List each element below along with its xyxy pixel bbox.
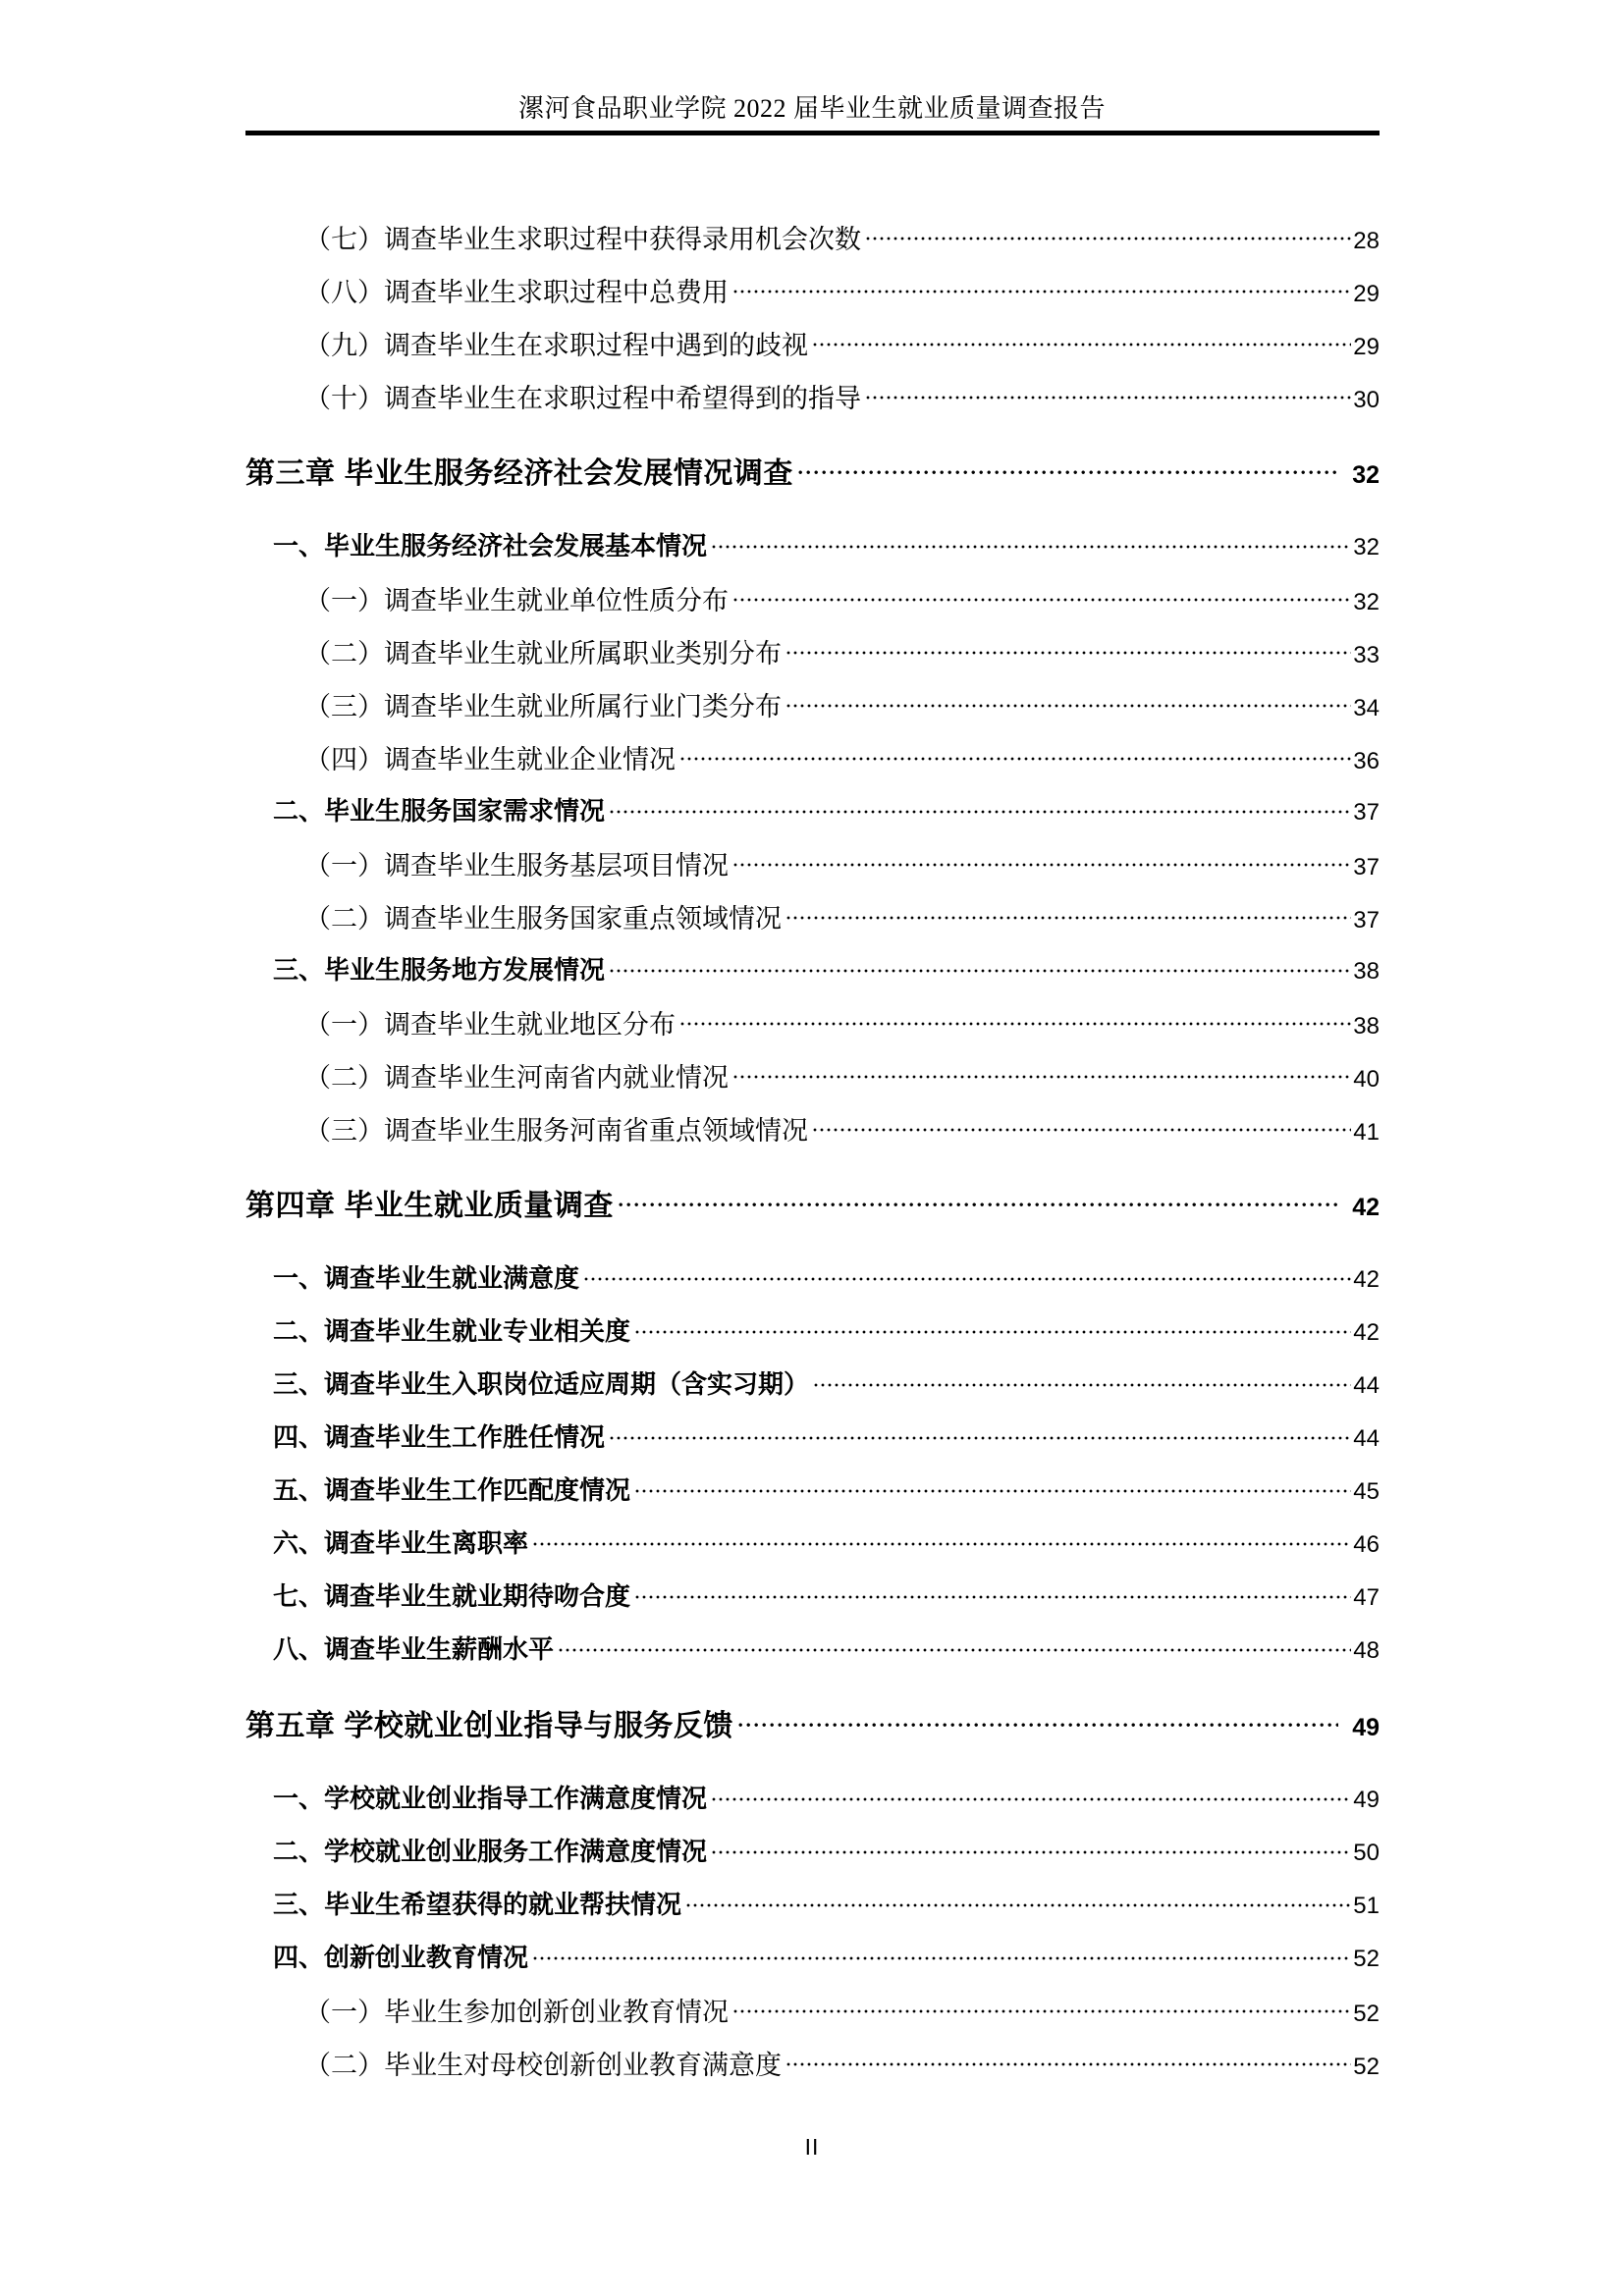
toc-entry-label: （二）调查毕业生服务国家重点领域情况 bbox=[304, 904, 782, 934]
toc-entry[interactable] bbox=[245, 365, 1380, 418]
dot-leader bbox=[813, 1128, 1351, 1132]
toc-entry[interactable] bbox=[245, 1692, 1380, 1745]
toc-entry-page: 41 bbox=[1353, 1119, 1380, 1146]
toc-entry[interactable] bbox=[245, 567, 1380, 620]
dot-leader bbox=[712, 1797, 1351, 1801]
toc-entry-label: （一）毕业生参加创新创业教育情况 bbox=[304, 1998, 729, 2027]
toc-entry[interactable] bbox=[245, 1618, 1380, 1671]
toc-entry-label: （二）调查毕业生就业所属职业类别分布 bbox=[304, 639, 782, 668]
toc-entry-label: 四、创新创业教育情况 bbox=[273, 1943, 529, 1972]
toc-entry-label: （二）调查毕业生河南省内就业情况 bbox=[304, 1063, 729, 1093]
toc-entry-label: （一）调查毕业生就业单位性质分布 bbox=[304, 586, 729, 615]
toc-entry-label: （三）调查毕业生就业所属行业门类分布 bbox=[304, 692, 782, 721]
toc-entry[interactable] bbox=[245, 673, 1380, 726]
toc-entry-page: 32 bbox=[1353, 534, 1380, 561]
toc-entry[interactable] bbox=[245, 1767, 1380, 1820]
toc-entry-page: 49 bbox=[1352, 1714, 1380, 1741]
toc-entry[interactable] bbox=[245, 206, 1380, 259]
toc-entry-label: 六、调查毕业生离职率 bbox=[273, 1528, 529, 1558]
toc-entry-label: 第四章 毕业生就业质量调查 bbox=[245, 1190, 614, 1222]
dot-leader bbox=[533, 1542, 1351, 1546]
toc-entry-label: 第三章 毕业生服务经济社会发展情况调查 bbox=[245, 457, 793, 490]
toc-entry[interactable] bbox=[245, 1353, 1380, 1406]
dot-leader bbox=[786, 704, 1351, 708]
toc-entry-page: 42 bbox=[1352, 1194, 1380, 1221]
toc-entry-page: 51 bbox=[1353, 1893, 1380, 1919]
toc-entry-label: 七、调查毕业生就业期待吻合度 bbox=[273, 1581, 631, 1611]
toc-entry[interactable] bbox=[245, 991, 1380, 1044]
toc-entry-page: 38 bbox=[1353, 1013, 1380, 1040]
dot-leader bbox=[619, 1202, 1338, 1207]
toc-entry-page: 44 bbox=[1353, 1425, 1380, 1452]
dot-leader bbox=[813, 343, 1351, 347]
toc-entry-page: 45 bbox=[1353, 1478, 1380, 1505]
toc-entry[interactable] bbox=[245, 2032, 1380, 2085]
toc-entry-label: （一）调查毕业生服务基层项目情况 bbox=[304, 851, 729, 881]
toc-entry-label: （四）调查毕业生就业企业情况 bbox=[304, 745, 676, 774]
toc-entry-page: 52 bbox=[1353, 1946, 1380, 1972]
toc-entry[interactable] bbox=[245, 1300, 1380, 1353]
toc-entry-label: 第五章 学校就业创业指导与服务反馈 bbox=[245, 1710, 733, 1742]
toc-entry[interactable] bbox=[245, 832, 1380, 885]
toc-entry-page: 36 bbox=[1353, 748, 1380, 774]
toc-entry[interactable] bbox=[245, 1512, 1380, 1565]
dot-leader bbox=[733, 1075, 1351, 1079]
dot-leader bbox=[610, 969, 1351, 973]
toc-entry[interactable] bbox=[245, 1873, 1380, 1926]
toc-entry-label: 四、调查毕业生工作胜任情况 bbox=[273, 1422, 606, 1452]
dot-leader bbox=[733, 290, 1351, 294]
toc-entry-label: （七）调查毕业生求职过程中获得录用机会次数 bbox=[304, 225, 861, 254]
toc-entry-label: 八、调查毕业生薪酬水平 bbox=[273, 1634, 555, 1664]
toc-entry-label: 三、毕业生服务地方发展情况 bbox=[273, 955, 606, 985]
toc-entry-label: （一）调查毕业生就业地区分布 bbox=[304, 1010, 676, 1040]
toc-entry-page: 32 bbox=[1353, 589, 1380, 615]
toc-entry-page: 33 bbox=[1353, 642, 1380, 668]
toc-entry-page: 29 bbox=[1353, 334, 1380, 360]
toc-entry-label: 五、调查毕业生工作匹配度情况 bbox=[273, 1475, 631, 1505]
dot-leader bbox=[610, 1436, 1351, 1440]
toc-entry-label: 二、学校就业创业服务工作满意度情况 bbox=[273, 1837, 708, 1866]
toc-entry[interactable] bbox=[245, 1979, 1380, 2032]
toc-entry-page: 49 bbox=[1353, 1787, 1380, 1813]
document-header-title: 漯河食品职业学院 2022 届毕业生就业质量调查报告 bbox=[517, 94, 1106, 123]
toc-entry[interactable] bbox=[245, 620, 1380, 673]
toc-entry-page: 46 bbox=[1353, 1531, 1380, 1558]
dot-leader bbox=[635, 1330, 1351, 1334]
dot-leader bbox=[686, 1903, 1351, 1907]
dot-leader bbox=[733, 2009, 1351, 2013]
toc-entry[interactable] bbox=[245, 1097, 1380, 1150]
dot-leader bbox=[533, 1956, 1351, 1960]
dot-leader bbox=[712, 1850, 1351, 1854]
toc-entry-label: 二、毕业生服务国家需求情况 bbox=[273, 796, 606, 826]
toc-entry[interactable] bbox=[245, 1406, 1380, 1459]
dot-leader bbox=[559, 1648, 1351, 1652]
toc-entry[interactable] bbox=[245, 726, 1380, 779]
dot-leader bbox=[680, 1022, 1351, 1026]
dot-leader bbox=[680, 757, 1351, 761]
toc-entry-page: 37 bbox=[1353, 799, 1380, 826]
toc-entry-page: 32 bbox=[1352, 461, 1380, 489]
dot-leader bbox=[738, 1723, 1338, 1728]
dot-leader bbox=[610, 810, 1351, 814]
toc-entry[interactable] bbox=[245, 1247, 1380, 1300]
toc-entry-page: 42 bbox=[1353, 1266, 1380, 1293]
dot-leader bbox=[866, 237, 1351, 240]
toc-entry-page: 52 bbox=[1353, 2054, 1380, 2080]
dot-leader bbox=[733, 598, 1351, 602]
toc-entry[interactable] bbox=[245, 259, 1380, 312]
toc-entry-label: 三、调查毕业生入职岗位适应周期（含实习期） bbox=[273, 1369, 810, 1399]
toc-entry-page: 48 bbox=[1353, 1637, 1380, 1664]
toc-entry-label: （二）毕业生对母校创新创业教育满意度 bbox=[304, 2051, 782, 2080]
toc-entry-page: 30 bbox=[1353, 387, 1380, 413]
toc-entry-label: 一、学校就业创业指导工作满意度情况 bbox=[273, 1784, 708, 1813]
dot-leader bbox=[814, 1383, 1351, 1387]
toc-entry[interactable] bbox=[245, 1926, 1380, 1979]
toc-entry[interactable] bbox=[245, 312, 1380, 365]
toc-entry-label: 一、毕业生服务经济社会发展基本情况 bbox=[273, 531, 708, 561]
table-of-contents bbox=[245, 206, 1380, 2085]
toc-entry-page: 47 bbox=[1353, 1584, 1380, 1611]
toc-entry[interactable] bbox=[245, 1172, 1380, 1225]
toc-entry-page: 34 bbox=[1353, 695, 1380, 721]
toc-entry-label: 一、调查毕业生就业满意度 bbox=[273, 1263, 580, 1293]
dot-leader bbox=[786, 2062, 1351, 2066]
toc-entry-page: 37 bbox=[1353, 854, 1380, 881]
header-rule bbox=[245, 131, 1380, 135]
toc-entry-page: 52 bbox=[1353, 2001, 1380, 2027]
toc-entry-label: （三）调查毕业生服务河南省重点领域情况 bbox=[304, 1116, 808, 1146]
toc-entry-label: 三、毕业生希望获得的就业帮扶情况 bbox=[273, 1890, 682, 1919]
toc-entry-page: 37 bbox=[1353, 907, 1380, 934]
dot-leader bbox=[635, 1489, 1351, 1493]
dot-leader bbox=[584, 1277, 1351, 1281]
dot-leader bbox=[635, 1595, 1351, 1599]
toc-entry-page: 38 bbox=[1353, 958, 1380, 985]
dot-leader bbox=[786, 916, 1351, 920]
toc-entry[interactable] bbox=[245, 1044, 1380, 1097]
toc-entry[interactable] bbox=[245, 1565, 1380, 1618]
toc-entry-label: 二、调查毕业生就业专业相关度 bbox=[273, 1316, 631, 1346]
toc-entry[interactable] bbox=[245, 440, 1380, 493]
dot-leader bbox=[866, 396, 1351, 400]
toc-entry[interactable] bbox=[245, 779, 1380, 832]
dot-leader bbox=[712, 545, 1351, 549]
dot-leader bbox=[798, 470, 1338, 475]
toc-entry-label: （八）调查毕业生求职过程中总费用 bbox=[304, 278, 729, 307]
toc-entry-label: （十）调查毕业生在求职过程中希望得到的指导 bbox=[304, 384, 861, 413]
dot-leader bbox=[733, 863, 1351, 867]
toc-entry-page: 42 bbox=[1353, 1319, 1380, 1346]
toc-entry-page: 44 bbox=[1353, 1372, 1380, 1399]
toc-entry-page: 50 bbox=[1353, 1840, 1380, 1866]
page-number-footer: II bbox=[804, 2134, 820, 2160]
toc-entry[interactable] bbox=[245, 1820, 1380, 1873]
toc-entry-page: 29 bbox=[1353, 281, 1380, 307]
dot-leader bbox=[786, 651, 1351, 655]
toc-entry[interactable] bbox=[245, 514, 1380, 567]
toc-entry-label: （九）调查毕业生在求职过程中遇到的歧视 bbox=[304, 331, 808, 360]
toc-entry[interactable] bbox=[245, 938, 1380, 991]
toc-entry-page: 40 bbox=[1353, 1066, 1380, 1093]
toc-entry-page: 28 bbox=[1353, 228, 1380, 254]
toc-entry[interactable] bbox=[245, 1459, 1380, 1512]
toc-entry[interactable] bbox=[245, 885, 1380, 938]
